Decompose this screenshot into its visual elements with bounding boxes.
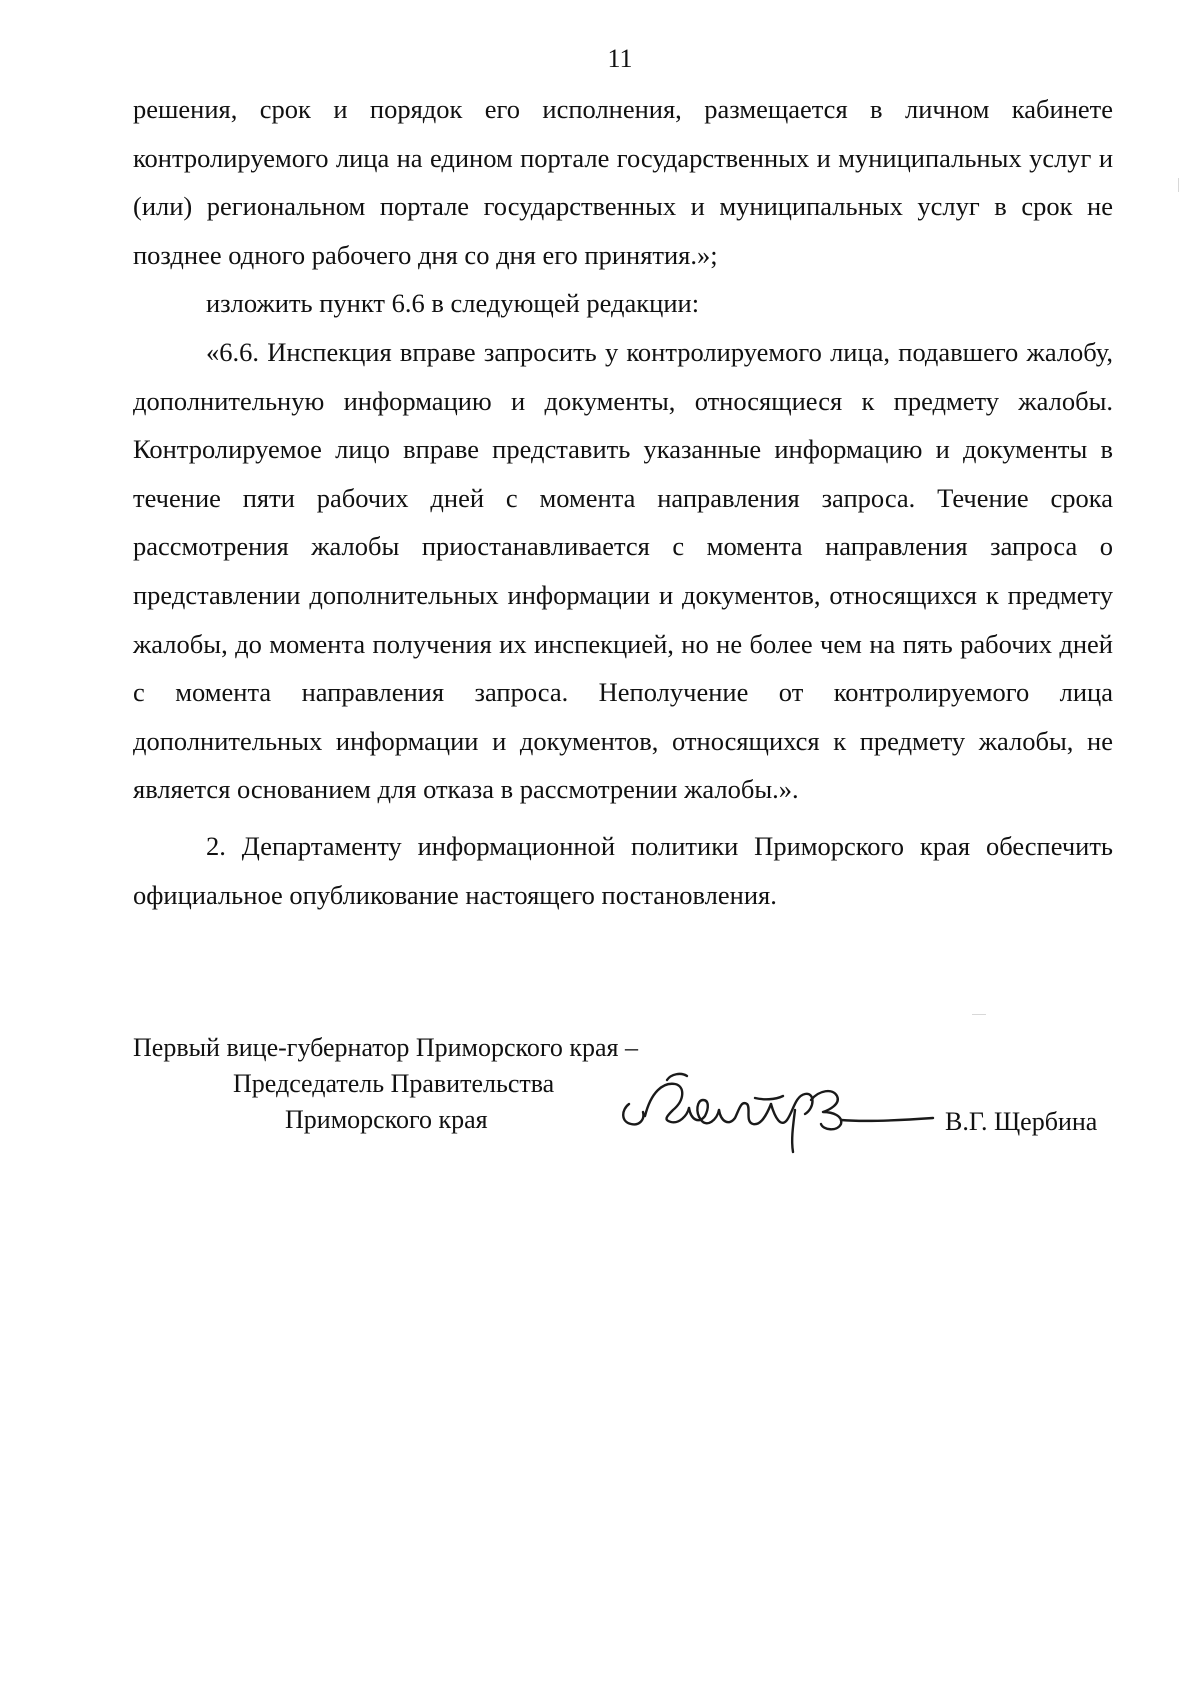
scan-mark-right-middle [972,1014,986,1015]
paragraph-item-6-6: «6.6. Инспекция вправе запросить у контролируемого лица, подавшего жалобу, дополнительную информацию и документы, относящиеся к предмету жалобы. Контролируемое лицо вправе представить указанные информацию и документы в течение пяти рабочих дней с момента направления запроса. Течение срока рассмотрения жалобы приостанавливается с момента направления запроса о представлении дополнительных информации и документов, относящихся к предмету жалобы, до момента получения их инспекцией, но не более чем на пять рабочих дней с момента направления запроса. Неполучение от контролируемого лица дополнительных информации и документов, относящихся к предмету жалобы, не является основанием для отказа в рассмотрении жалобы.». [133,336,1113,805]
signatory-position-line2: Председатель Правительства [233,1069,555,1098]
signatory-position-line1: Первый вице-губернатор Приморского края – [133,1033,638,1062]
scan-mark-right-top [1178,178,1179,192]
signatory-position-line3: Приморского края [285,1105,488,1134]
paragraph-amendment-intro: изложить пункт 6.6 в следующей редакции: [206,288,700,319]
document-body [133,85,1113,919]
paragraph-item-2: 2. Департаменту информационной политики Приморского края обеспечить официальное опубликование настоящего постановления. [133,830,1113,910]
handwritten-signature [615,1070,935,1156]
paragraph-continuation: решения, срок и порядок его исполнения, размещается в личном кабинете контролируемого лица на едином портале государственных и муниципальных услуг и (или) региональном портале государственных и муниципальных услуг в срок не позднее одного рабочего дня со дня его принятия.»; [133,94,1113,270]
page-number: 11 [607,44,633,73]
signer-name: В.Г. Щербина [945,1107,1098,1136]
